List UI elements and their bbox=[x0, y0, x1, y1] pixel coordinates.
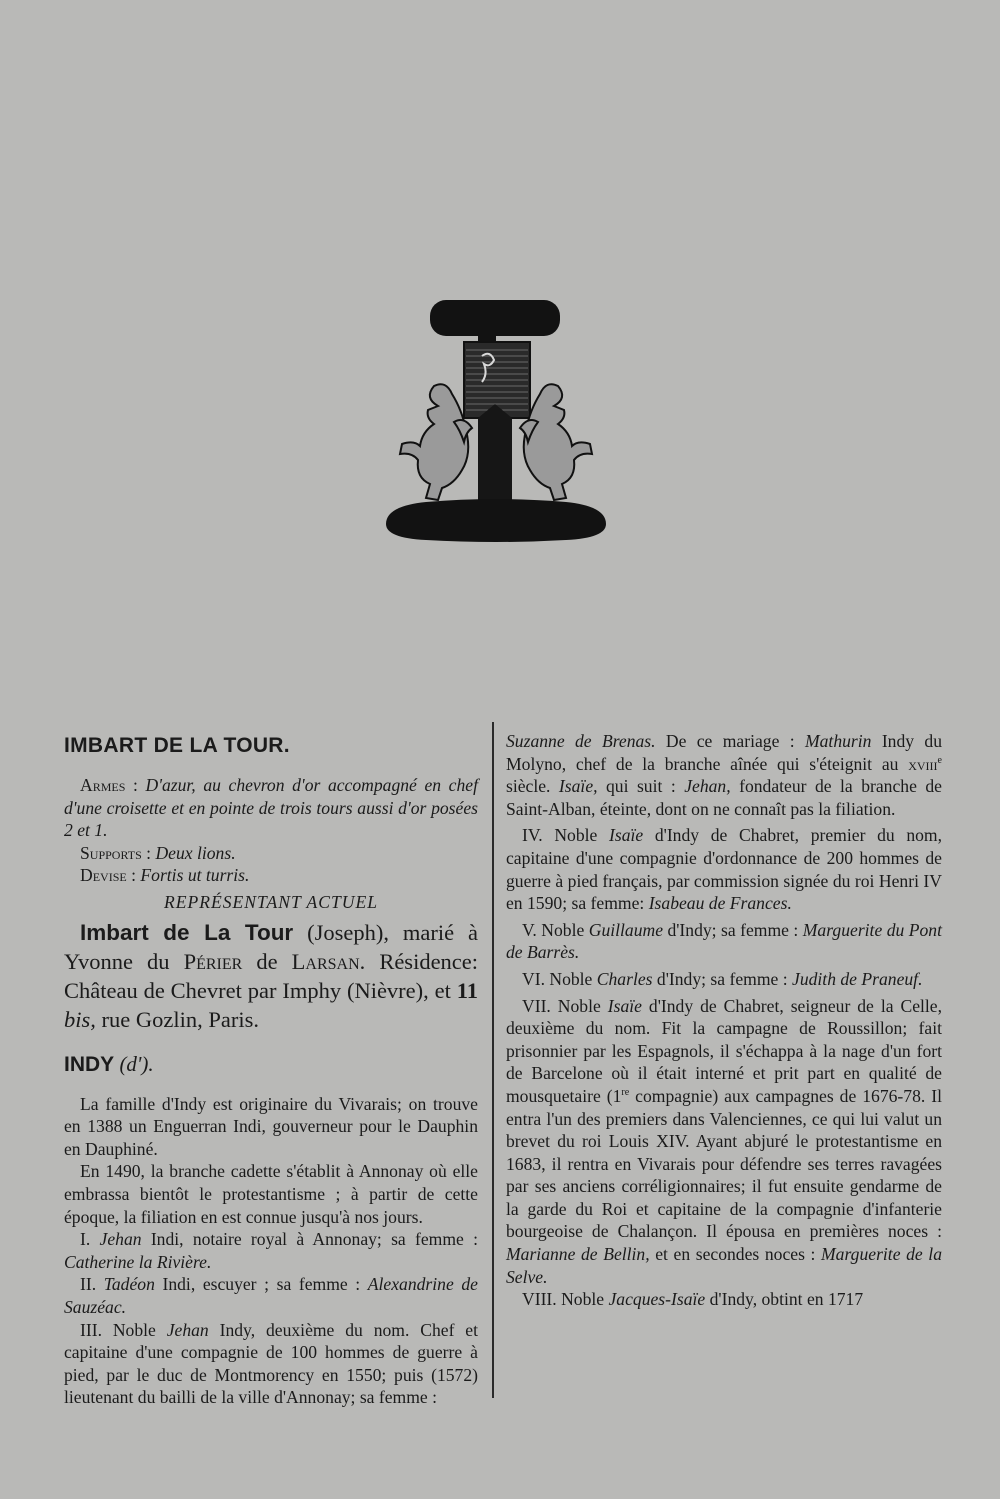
g7-text-c: compagnie) aux campagnes de 1676-78. Il entra l'un des premiers dans Valenciennes, ce qui lui valut un brevet du roi Louis XIV. Ayant abjuré le protestantisme en 1683, il rentra en Vivarais pour défendre ses terres ravagées par ses anciens corréligionnaires; il fut ensuite gendarme de la garde du Roi et capitaine de la compagnie d'infanterie bourgeoise de Chalançon. Il épousa en premières noces : bbox=[506, 1085, 942, 1242]
armes-line bbox=[64, 774, 478, 842]
g3-son-2: Isaïe, bbox=[558, 776, 598, 797]
g5-text: d'Indy; sa femme : bbox=[667, 919, 799, 940]
g1-text: Indi, notaire royal à Annonay; sa femme : bbox=[150, 1229, 478, 1250]
g6-num: VI. Noble bbox=[522, 968, 593, 989]
g3-century: xviii bbox=[908, 753, 938, 774]
g2-text: Indi, escuyer ; sa femme : bbox=[162, 1274, 361, 1295]
g1-wife: Catherine la Rivière. bbox=[64, 1251, 212, 1272]
g2-num: II. bbox=[80, 1274, 97, 1295]
rep-text-2: Résidence: Château de Chevret par Imphy (Nièvre), et bbox=[64, 948, 479, 1003]
g7-text-d: et en secondes noces : bbox=[655, 1244, 816, 1265]
rep-perier: Périer bbox=[183, 948, 243, 974]
supports-label: Supports : bbox=[80, 842, 152, 863]
supports-text: Deux lions. bbox=[155, 842, 236, 863]
generation-3-start bbox=[64, 1319, 478, 1409]
right-column bbox=[506, 730, 942, 1311]
g7-wife-2: Marguerite de la Selve. bbox=[506, 1244, 942, 1287]
g8-name: Jacques-Isaïe bbox=[608, 1289, 706, 1310]
supports-line bbox=[64, 842, 478, 865]
indy-title-particle: (d'). bbox=[119, 1051, 154, 1076]
generation-7 bbox=[506, 995, 942, 1289]
g7-num: VII. Noble bbox=[522, 995, 601, 1016]
g3-son-3: Jehan, bbox=[684, 776, 731, 797]
g3-text-d: Indy du Molyno, chef de la branche aînée qui s'éteignit au bbox=[506, 731, 943, 774]
g5-num: V. Noble bbox=[522, 919, 585, 940]
g6-wife: Judith de Praneuf. bbox=[792, 968, 923, 989]
column-divider bbox=[492, 722, 494, 1398]
g2-name: Tadéon bbox=[103, 1274, 155, 1295]
g3-text: Indy, deuxième du nom. Chef et capitaine d'une compagnie de 100 hommes de guerre à pied, par le duc de Montmorency en 1550; puis (1572) lieutenant du bailli de la ville d'Annonay; sa femme : bbox=[64, 1319, 478, 1408]
g3-text-e: siècle. bbox=[506, 776, 551, 797]
rep-bis: bis, bbox=[64, 1006, 96, 1032]
g6-name: Charles bbox=[596, 968, 653, 989]
generation-2 bbox=[64, 1273, 478, 1318]
representant-name: Imbart de La Tour bbox=[80, 919, 294, 945]
g1-name: Jehan bbox=[99, 1229, 142, 1250]
g7-text: d'Indy de Chabret, seigneur de la Celle, deuxième du nom. Fit la campagne de Roussillon; fait prisonnier par les Espagnols, il s'échappa à la nage d'un fort de Barcelone où il était interné et prit part en qualité de mousquetaire (1 bbox=[506, 995, 943, 1106]
g3-son-1: Mathurin bbox=[804, 731, 872, 751]
generation-3-cont bbox=[506, 730, 942, 820]
imbart-title: IMBART DE LA TOUR. bbox=[64, 734, 290, 757]
indy-title bbox=[64, 1050, 478, 1079]
representant-text bbox=[64, 918, 478, 1034]
g8-text: d'Indy, obtint en 1717 bbox=[709, 1289, 864, 1310]
g6-text: d'Indy; sa femme : bbox=[656, 968, 788, 989]
indy-title-name: INDY bbox=[64, 1052, 115, 1076]
generation-5 bbox=[506, 919, 942, 964]
indy-intro-1: La famille d'Indy est originaire du Vivarais; on trouve en 1388 un Enguerran Indi, gouverneur pour le Dauphin en Dauphiné. bbox=[64, 1093, 478, 1159]
g3-text-c: De ce mariage : bbox=[665, 731, 795, 751]
coat-of-arms-icon bbox=[378, 296, 614, 544]
devise-text: Fortis ut turris. bbox=[140, 865, 250, 886]
g2-wife: Alexandrine de Sauzéac. bbox=[64, 1274, 478, 1317]
indy-intro-2: En 1490, la branche cadette s'établit à Annonay où elle embrassa bientôt le protestantisme ; à partir de cette époque, la filiation en est connue jusqu'à nos jours. bbox=[64, 1161, 478, 1227]
devise-line bbox=[64, 864, 478, 887]
devise-label: Devise : bbox=[80, 865, 136, 886]
g3-name: Jehan bbox=[166, 1319, 209, 1340]
g7-wife-1: Marianne de Bellin, bbox=[506, 1244, 650, 1265]
g4-wife: Isabeau de Frances. bbox=[648, 893, 792, 914]
g3-century-sup: e bbox=[937, 754, 942, 766]
rep-larsan: Larsan. bbox=[291, 948, 366, 974]
generation-6 bbox=[506, 968, 942, 991]
rep-de: de bbox=[256, 948, 278, 974]
armes-text: D'azur, au chevron d'or accompagné en chef d'une croisette et en pointe de trois tours aussi d'or posées 2 et 1. bbox=[64, 775, 478, 841]
rep-text-1: (Joseph), marié à Yvonne du bbox=[64, 919, 478, 974]
left-column bbox=[64, 730, 478, 1409]
g5-name: Guillaume bbox=[588, 919, 664, 940]
generation-1 bbox=[64, 1228, 478, 1273]
generation-8 bbox=[506, 1288, 942, 1311]
g7-sup: re bbox=[621, 1087, 630, 1099]
g4-name: Isaïe bbox=[609, 825, 644, 846]
armes-label: Armes : bbox=[80, 775, 138, 795]
g1-num: I. bbox=[80, 1229, 91, 1250]
rep-text-3: rue Gozlin, Paris. bbox=[101, 1006, 259, 1032]
rep-num: 11 bbox=[456, 977, 478, 1003]
g8-num: VIII. Noble bbox=[522, 1289, 605, 1310]
g5-wife: Marguerite du Pont de Barrès. bbox=[506, 919, 942, 963]
representant-heading: REPRÉSENTANT ACTUEL bbox=[163, 891, 379, 912]
g4-text: d'Indy de Chabret, premier du nom, capitaine d'une compagnie d'ordonnance de 200 hommes de guerre à pied français, par commission signée du roi Henri IV en 1590; sa femme: bbox=[506, 825, 942, 914]
g3-text-g: fondateur de la branche de Saint-Alban, éteinte, dont on ne connaît pas la filiation. bbox=[506, 776, 942, 819]
g7-name: Isaïe bbox=[607, 995, 642, 1016]
g4-num: IV. Noble bbox=[522, 825, 598, 846]
generation-4 bbox=[506, 824, 942, 914]
g3-wife: Suzanne de Brenas. bbox=[506, 731, 656, 751]
g3-num: III. Noble bbox=[80, 1319, 156, 1340]
g3-text-f: qui suit : bbox=[606, 776, 676, 797]
